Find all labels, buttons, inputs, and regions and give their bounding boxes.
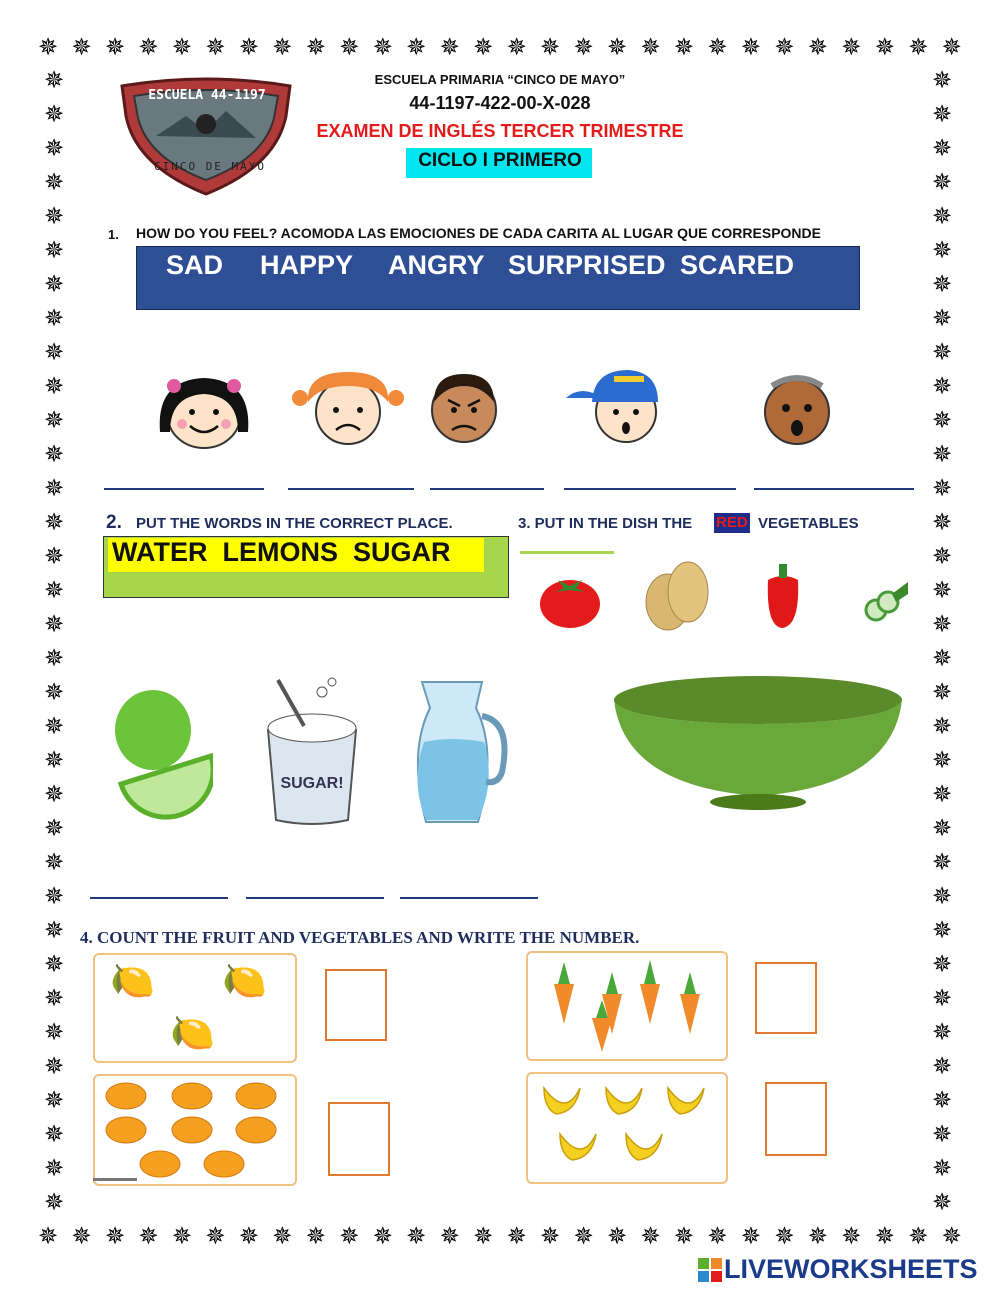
q1-answer-line-3[interactable] bbox=[430, 488, 544, 490]
border-star-icon: ✵ bbox=[931, 610, 953, 638]
border-star-icon: ✵ bbox=[43, 746, 65, 774]
cucumber-icon[interactable] bbox=[862, 580, 910, 626]
border-star-icon: ✵ bbox=[606, 33, 628, 61]
border-star-icon: ✵ bbox=[931, 338, 953, 366]
border-star-icon: ✵ bbox=[931, 508, 953, 536]
border-star-icon: ✵ bbox=[43, 406, 65, 434]
border-star-icon: ✵ bbox=[43, 644, 65, 672]
cycle-label: CICLO I PRIMERO bbox=[418, 150, 582, 171]
carrots-group bbox=[540, 954, 720, 1054]
border-star-icon: ✵ bbox=[931, 1120, 953, 1148]
border-star-icon: ✵ bbox=[931, 542, 953, 570]
border-star-icon: ✵ bbox=[740, 33, 761, 61]
border-star-icon: ✵ bbox=[931, 746, 953, 774]
border-star-icon: ✵ bbox=[931, 440, 953, 468]
border-star-icon: ✵ bbox=[931, 1154, 953, 1182]
border-star-icon: ✵ bbox=[931, 644, 953, 672]
border-star-icon: ✵ bbox=[38, 33, 59, 61]
border-star-icon: ✵ bbox=[540, 1222, 561, 1250]
border-star-icon: ✵ bbox=[43, 202, 65, 230]
border-star-icon: ✵ bbox=[931, 406, 953, 434]
border-star-icon: ✵ bbox=[43, 678, 65, 706]
lime-fruit-icon: 🍋 bbox=[222, 960, 267, 1001]
border-star-icon: ✵ bbox=[573, 33, 594, 61]
q4-answer-box-3[interactable] bbox=[328, 1102, 390, 1176]
border-star-icon: ✵ bbox=[573, 1222, 594, 1250]
border-star-icon: ✵ bbox=[931, 474, 953, 502]
border-star-icon: ✵ bbox=[43, 168, 65, 196]
school-name: ESCUELA PRIMARIA “CINCO DE MAYO” bbox=[374, 72, 626, 87]
border-star-icon: ✵ bbox=[540, 33, 561, 61]
q4-answer-box-4[interactable] bbox=[765, 1082, 827, 1156]
angry-face-icon bbox=[426, 368, 502, 446]
border-star-icon: ✵ bbox=[43, 1018, 65, 1046]
q2-answer-line-2[interactable] bbox=[246, 897, 384, 899]
border-star-icon: ✵ bbox=[104, 1222, 126, 1250]
border-star-icon: ✵ bbox=[931, 100, 953, 128]
border-star-icon: ✵ bbox=[171, 33, 192, 61]
border-star-icon: ✵ bbox=[71, 1222, 92, 1250]
green-bowl-image[interactable] bbox=[590, 652, 924, 834]
q1-answer-line-4[interactable] bbox=[564, 488, 736, 490]
border-star-icon: ✵ bbox=[43, 508, 65, 536]
border-star-icon: ✵ bbox=[473, 33, 494, 61]
border-star-icon: ✵ bbox=[931, 848, 953, 876]
border-star-icon: ✵ bbox=[473, 1222, 494, 1250]
q3-title-suffix: VEGETABLES bbox=[758, 515, 859, 532]
border-star-icon: ✵ bbox=[931, 1086, 953, 1114]
border-left bbox=[40, 66, 68, 1216]
border-star-icon: ✵ bbox=[841, 33, 862, 61]
border-star-icon: ✵ bbox=[439, 1222, 460, 1250]
border-star-icon: ✵ bbox=[908, 33, 929, 61]
border-star-icon: ✵ bbox=[43, 950, 65, 978]
q1-title: HOW DO YOU FEEL? ACOMODA LAS EMOCIONES DE CADA CARITA AL LUGAR QUE CORRESPONDE bbox=[136, 225, 821, 241]
border-star-icon: ✵ bbox=[43, 338, 65, 366]
q1-number: 1. bbox=[108, 227, 119, 242]
border-star-icon: ✵ bbox=[931, 712, 953, 740]
border-star-icon: ✵ bbox=[339, 33, 360, 61]
border-star-icon: ✵ bbox=[707, 1222, 728, 1250]
q3-underline bbox=[520, 551, 614, 554]
border-star-icon: ✵ bbox=[931, 1188, 953, 1216]
q4-answer-box-1[interactable] bbox=[325, 969, 387, 1041]
border-star-icon: ✵ bbox=[43, 474, 65, 502]
border-star-icon: ✵ bbox=[931, 134, 953, 162]
border-star-icon: ✵ bbox=[874, 1222, 895, 1250]
border-star-icon: ✵ bbox=[43, 440, 65, 468]
q2-number: 2. bbox=[106, 512, 122, 533]
border-star-icon: ✵ bbox=[506, 1222, 527, 1250]
border-star-icon: ✵ bbox=[640, 33, 661, 61]
exam-title: EXAMEN DE INGLÉS TERCER TRIMESTRE bbox=[316, 121, 684, 141]
surprised-face-icon bbox=[562, 362, 670, 446]
liveworksheets-brand[interactable]: LIVEWORKSHEETS bbox=[724, 1254, 978, 1284]
q1-answer-line-5[interactable] bbox=[754, 488, 914, 490]
border-bottom bbox=[38, 1222, 962, 1250]
border-star-icon: ✵ bbox=[43, 372, 65, 400]
border-star-icon: ✵ bbox=[272, 1222, 293, 1250]
border-star-icon: ✵ bbox=[931, 372, 953, 400]
border-star-icon: ✵ bbox=[931, 236, 953, 264]
border-star-icon: ✵ bbox=[931, 66, 953, 94]
border-star-icon: ✵ bbox=[43, 1188, 65, 1216]
happy-face-icon bbox=[146, 372, 262, 450]
oranges-group bbox=[100, 1078, 290, 1178]
q4-title: 4. COUNT THE FRUIT AND VEGETABLES AND WRITE THE NUMBER. bbox=[80, 928, 640, 947]
panel-divider bbox=[93, 1178, 137, 1181]
border-star-icon: ✵ bbox=[43, 984, 65, 1012]
q2-word-bank[interactable]: WATER LEMONS SUGAR bbox=[112, 537, 451, 567]
border-star-icon: ✵ bbox=[931, 780, 953, 808]
border-star-icon: ✵ bbox=[43, 304, 65, 332]
q1-answer-line-2[interactable] bbox=[288, 488, 414, 490]
q2-answer-line-3[interactable] bbox=[400, 897, 538, 899]
border-star-icon: ✵ bbox=[931, 576, 953, 604]
tomato-icon[interactable] bbox=[538, 568, 602, 630]
border-star-icon: ✵ bbox=[931, 202, 953, 230]
seal-bottom-text: CINCO DE MAYO bbox=[153, 160, 267, 173]
border-star-icon: ✵ bbox=[941, 33, 962, 61]
seal-top-text: ESCUELA 44-1197 bbox=[148, 88, 266, 103]
border-star-icon: ✵ bbox=[774, 1222, 795, 1250]
emotion-word-angry[interactable]: ANGRY bbox=[388, 250, 485, 280]
border-star-icon: ✵ bbox=[104, 33, 126, 61]
border-top bbox=[38, 33, 962, 61]
border-right bbox=[928, 66, 956, 1216]
bananas-group bbox=[536, 1078, 716, 1178]
border-star-icon: ✵ bbox=[238, 33, 259, 61]
border-star-icon: ✵ bbox=[43, 712, 65, 740]
border-star-icon: ✵ bbox=[205, 33, 226, 61]
border-star-icon: ✵ bbox=[874, 33, 895, 61]
border-star-icon: ✵ bbox=[372, 33, 393, 61]
border-star-icon: ✵ bbox=[38, 1222, 59, 1250]
sad-face-icon bbox=[286, 368, 410, 446]
q3-red-highlight: RED bbox=[716, 514, 748, 531]
border-star-icon: ✵ bbox=[43, 236, 65, 264]
sugar-image[interactable] bbox=[258, 670, 366, 830]
border-star-icon: ✵ bbox=[43, 1120, 65, 1148]
border-star-icon: ✵ bbox=[931, 984, 953, 1012]
red-pepper-icon[interactable] bbox=[762, 562, 804, 630]
q3-title-prefix: 3. PUT IN THE DISH THE bbox=[518, 515, 693, 532]
border-star-icon: ✵ bbox=[439, 33, 460, 61]
border-star-icon: ✵ bbox=[640, 1222, 661, 1250]
border-star-icon: ✵ bbox=[372, 1222, 393, 1250]
border-star-icon: ✵ bbox=[43, 1052, 65, 1080]
border-star-icon: ✵ bbox=[71, 33, 92, 61]
emotion-word-scared[interactable]: SCARED bbox=[680, 250, 795, 280]
border-star-icon: ✵ bbox=[673, 1222, 695, 1250]
border-star-icon: ✵ bbox=[205, 1222, 226, 1250]
border-star-icon: ✵ bbox=[931, 814, 953, 842]
border-star-icon: ✵ bbox=[740, 1222, 761, 1250]
border-star-icon: ✵ bbox=[931, 1052, 953, 1080]
border-star-icon: ✵ bbox=[138, 1222, 159, 1250]
border-star-icon: ✵ bbox=[43, 100, 65, 128]
border-star-icon: ✵ bbox=[931, 916, 953, 944]
border-star-icon: ✵ bbox=[43, 270, 65, 298]
border-star-icon: ✵ bbox=[43, 134, 65, 162]
border-star-icon: ✵ bbox=[138, 33, 159, 61]
border-star-icon: ✵ bbox=[43, 576, 65, 604]
border-star-icon: ✵ bbox=[807, 1222, 828, 1250]
border-star-icon: ✵ bbox=[43, 1154, 65, 1182]
border-star-icon: ✵ bbox=[43, 814, 65, 842]
border-star-icon: ✵ bbox=[406, 1222, 427, 1250]
border-star-icon: ✵ bbox=[931, 1018, 953, 1046]
border-star-icon: ✵ bbox=[931, 882, 953, 910]
border-star-icon: ✵ bbox=[339, 1222, 360, 1250]
q4-answer-box-2[interactable] bbox=[755, 962, 817, 1034]
border-star-icon: ✵ bbox=[305, 33, 326, 61]
svg-text:SUGAR!: SUGAR! bbox=[280, 775, 344, 792]
border-star-icon: ✵ bbox=[841, 1222, 862, 1250]
border-star-icon: ✵ bbox=[774, 33, 795, 61]
border-star-icon: ✵ bbox=[43, 848, 65, 876]
border-star-icon: ✵ bbox=[606, 1222, 628, 1250]
border-star-icon: ✵ bbox=[43, 882, 65, 910]
border-star-icon: ✵ bbox=[406, 33, 427, 61]
border-star-icon: ✵ bbox=[506, 33, 527, 61]
q2-answer-line-1[interactable] bbox=[90, 897, 228, 899]
lime-fruit-icon: 🍋 bbox=[110, 960, 155, 1001]
q1-answer-line-1[interactable] bbox=[104, 488, 264, 490]
school-code: 44-1197-422-00-X-028 bbox=[409, 93, 591, 113]
emotion-word-happy[interactable]: HAPPY bbox=[260, 250, 354, 280]
border-star-icon: ✵ bbox=[673, 33, 695, 61]
border-star-icon: ✵ bbox=[931, 168, 953, 196]
border-star-icon: ✵ bbox=[707, 33, 728, 61]
scared-face-icon bbox=[762, 370, 832, 446]
lemons-image[interactable] bbox=[113, 676, 213, 830]
border-star-icon: ✵ bbox=[305, 1222, 326, 1250]
border-star-icon: ✵ bbox=[931, 270, 953, 298]
border-star-icon: ✵ bbox=[941, 1222, 962, 1250]
border-star-icon: ✵ bbox=[931, 950, 953, 978]
border-star-icon: ✵ bbox=[171, 1222, 192, 1250]
border-star-icon: ✵ bbox=[43, 610, 65, 638]
q2-title: PUT THE WORDS IN THE CORRECT PLACE. bbox=[136, 515, 453, 532]
water-jug-image[interactable] bbox=[402, 672, 518, 832]
border-star-icon: ✵ bbox=[43, 542, 65, 570]
border-star-icon: ✵ bbox=[931, 304, 953, 332]
border-star-icon: ✵ bbox=[931, 678, 953, 706]
border-star-icon: ✵ bbox=[807, 33, 828, 61]
border-star-icon: ✵ bbox=[43, 66, 65, 94]
emotion-word-surprised[interactable]: SURPRISED bbox=[508, 250, 666, 280]
border-star-icon: ✵ bbox=[43, 916, 65, 944]
liveworksheets-logo-icon bbox=[698, 1258, 722, 1282]
border-star-icon: ✵ bbox=[43, 1086, 65, 1114]
border-star-icon: ✵ bbox=[908, 1222, 929, 1250]
lime-fruit-icon: 🍋 bbox=[170, 1012, 215, 1053]
potatoes-icon[interactable] bbox=[640, 556, 714, 634]
border-star-icon: ✵ bbox=[43, 780, 65, 808]
border-star-icon: ✵ bbox=[238, 1222, 259, 1250]
border-star-icon: ✵ bbox=[272, 33, 293, 61]
emotion-word-sad[interactable]: SAD bbox=[166, 250, 224, 280]
